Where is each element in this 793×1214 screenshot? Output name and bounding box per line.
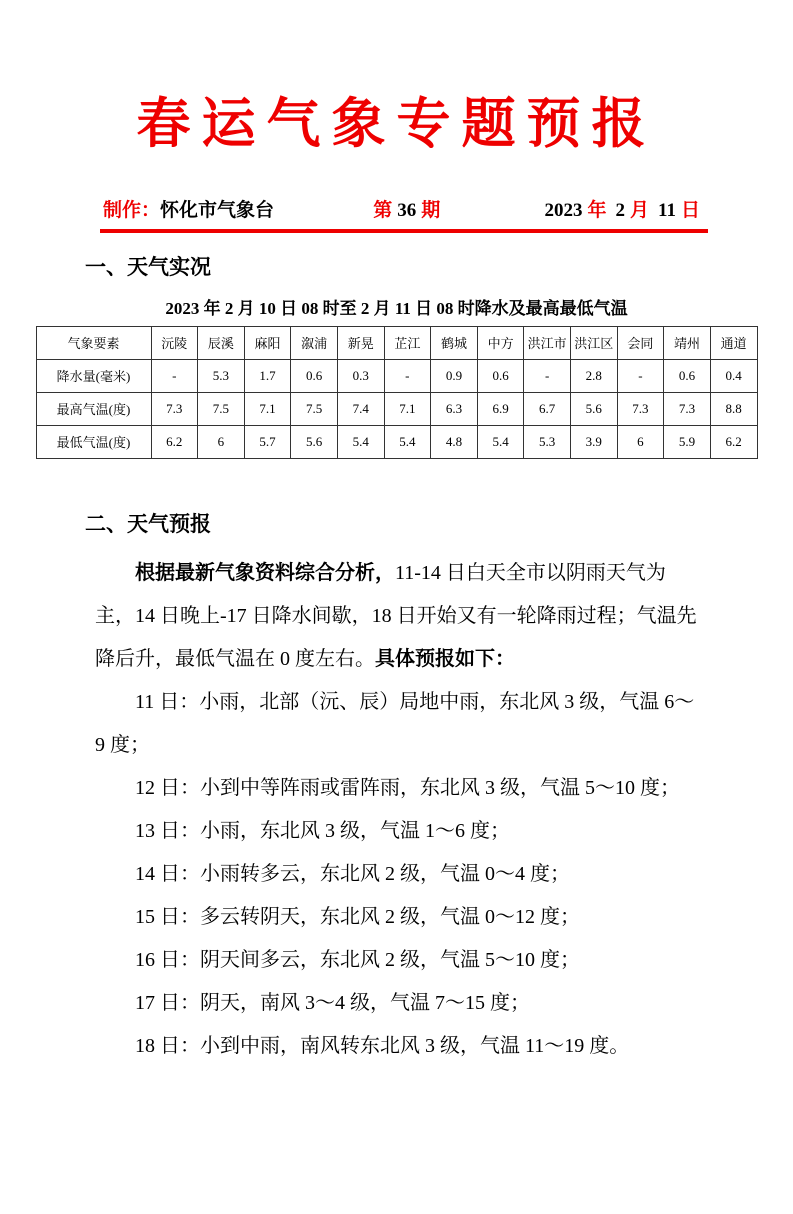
data-cell: 7.1 <box>384 392 431 425</box>
data-cell: 2.8 <box>570 359 617 392</box>
date-month: 2 <box>615 199 626 221</box>
header-cell-city: 会同 <box>617 326 664 359</box>
data-cell: 6.2 <box>151 425 198 458</box>
data-cell: 5.3 <box>198 359 245 392</box>
data-cell: 1.7 <box>244 359 291 392</box>
weather-table <box>36 326 758 459</box>
date-day: 11 <box>658 199 676 221</box>
date-month-unit: 月 <box>630 199 650 221</box>
data-cell: 6.3 <box>431 392 478 425</box>
header-cell-city: 辰溪 <box>198 326 245 359</box>
data-cell: 7.5 <box>198 392 245 425</box>
data-cell: 5.6 <box>570 392 617 425</box>
table-row-min-temp <box>36 425 757 458</box>
date-day-unit: 日 <box>680 199 700 221</box>
forecast-intro-tail: 具体预报如下： <box>375 647 515 670</box>
forecast-item-day17: 17 日：阴天，南风 3～4 级，气温 7～15 度； <box>135 991 530 1014</box>
red-divider <box>100 229 708 233</box>
data-cell: 0.6 <box>477 359 524 392</box>
data-cell: 3.9 <box>570 425 617 458</box>
forecast-item-day12: 12 日：小到中等阵雨或雷阵雨，东北风 3 级，气温 5～10 度； <box>135 776 680 799</box>
header-cell-city: 沅陵 <box>151 326 198 359</box>
data-cell: 5.6 <box>291 425 338 458</box>
data-cell: 6.9 <box>477 392 524 425</box>
data-cell: 7.3 <box>664 392 711 425</box>
data-cell: - <box>524 359 571 392</box>
data-cell: 6 <box>198 425 245 458</box>
data-cell: 7.3 <box>617 392 664 425</box>
row-label: 降水量(毫米) <box>36 359 151 392</box>
data-cell: 5.4 <box>337 425 384 458</box>
data-cell: 7.5 <box>291 392 338 425</box>
data-cell: - <box>617 359 664 392</box>
document-title: 春运气象专题预报 <box>136 94 657 154</box>
forecast-intro <box>95 552 701 681</box>
date-year: 2023 <box>544 199 583 221</box>
section-2-heading: 二、天气预报 <box>85 511 211 536</box>
data-cell: 6.2 <box>710 425 757 458</box>
header-cell-city: 麻阳 <box>244 326 291 359</box>
issue-prefix: 第 <box>373 199 393 221</box>
data-cell: 7.3 <box>151 392 198 425</box>
forecast-item-day13: 13 日：小雨，东北风 3 级，气温 1～6 度； <box>135 819 510 842</box>
issue-suffix: 期 <box>421 199 441 221</box>
header-cell-city: 新晃 <box>337 326 384 359</box>
document-page <box>0 92 793 1214</box>
data-cell: 0.6 <box>291 359 338 392</box>
table-header-row <box>36 326 757 359</box>
data-cell: 0.6 <box>664 359 711 392</box>
data-cell: 7.1 <box>244 392 291 425</box>
table-row-max-temp <box>36 392 757 425</box>
data-cell: 5.7 <box>244 425 291 458</box>
data-cell: 0.3 <box>337 359 384 392</box>
data-cell: - <box>384 359 431 392</box>
header-cell-city: 鹤城 <box>431 326 478 359</box>
producer-label: 制作： <box>103 199 161 221</box>
data-cell: 7.4 <box>337 392 384 425</box>
data-cell: 5.9 <box>664 425 711 458</box>
issue-date <box>540 195 701 222</box>
header-cell-city: 洪江区 <box>570 326 617 359</box>
data-cell: - <box>151 359 198 392</box>
header-cell-city: 洪江市 <box>524 326 571 359</box>
section-1-heading: 一、天气实况 <box>85 254 211 279</box>
weather-table-title: 2023 年 2 月 10 日 08 时至 2 月 11 日 08 时降水及最高最低气温 <box>165 298 628 318</box>
data-cell: 5.3 <box>524 425 571 458</box>
data-cell: 6.7 <box>524 392 571 425</box>
data-cell: 5.4 <box>384 425 431 458</box>
row-label: 最低气温(度) <box>36 425 151 458</box>
data-cell: 0.9 <box>431 359 478 392</box>
header-cell-city: 通道 <box>710 326 757 359</box>
data-cell: 4.8 <box>431 425 478 458</box>
header-cell-city: 溆浦 <box>291 326 338 359</box>
header-cell-element: 气象要素 <box>36 326 151 359</box>
row-label: 最高气温(度) <box>36 392 151 425</box>
producer <box>103 195 274 222</box>
data-cell: 8.8 <box>710 392 757 425</box>
forecast-item-day18: 18 日：小到中雨，南风转东北风 3 级，气温 11～19 度。 <box>135 1034 630 1057</box>
table-row-precipitation <box>36 359 757 392</box>
header-cell-city: 中方 <box>477 326 524 359</box>
forecast-item-day16: 16 日：阴天间多云，东北风 2 级，气温 5～10 度； <box>135 948 580 971</box>
date-year-unit: 年 <box>587 199 607 221</box>
forecast-body <box>95 552 701 1068</box>
producer-name: 怀化市气象台 <box>160 199 275 221</box>
data-cell: 5.4 <box>477 425 524 458</box>
data-cell: 0.4 <box>710 359 757 392</box>
forecast-item-day11: 11 日：小雨，北部（沅、辰）局地中雨，东北风 3 级，气温 6～9 度； <box>95 690 695 756</box>
header-cell-city: 芷江 <box>384 326 431 359</box>
masthead <box>103 195 700 222</box>
forecast-intro-lead: 根据最新气象资料综合分析， <box>135 561 395 584</box>
data-cell: 6 <box>617 425 664 458</box>
forecast-item-day15: 15 日：多云转阴天，东北风 2 级，气温 0～12 度； <box>135 905 580 928</box>
issue-number <box>373 195 440 222</box>
issue-value: 36 <box>397 199 417 221</box>
header-cell-city: 靖州 <box>664 326 711 359</box>
forecast-item-day14: 14 日：小雨转多云，东北风 2 级，气温 0～4 度； <box>135 862 570 885</box>
forecast-intro-body: 11-14 日白天全市以阴雨天气为主，14 日晚上-17 日降水间歇，18 日开始又有一轮降雨过程；气温先降后升，最低气温在 0 度左右。 <box>95 561 697 670</box>
